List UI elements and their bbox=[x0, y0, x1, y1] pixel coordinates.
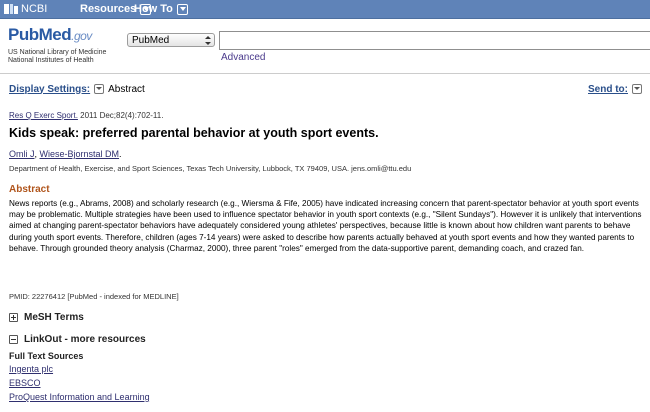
journal-link[interactable]: Res Q Exerc Sport. bbox=[9, 111, 78, 120]
library-line-2: National Institutes of Health bbox=[8, 57, 94, 64]
abstract-heading: Abstract bbox=[9, 184, 50, 195]
display-format-value: Abstract bbox=[108, 83, 145, 95]
abstract-text: News reports (e.g., Abrams, 2008) and scholarly research (e.g., Wiersma & Fife, 2005) have indicated increasing concern that parent-spectator behavior at youth sport events may be problematic. Multiple strategies have been used to influence spectator behavior in youth sport contexts (e.g., "Silent Sundays"). However it is unlikely that interventions aimed at changing parent-spectator behaviors have adequately considered young athletes' perspectives, because little is known about how children want parents to behave during youth sport events. Therefore, children (ages 7-14 years) were asked to describe how parents actually behaved at youth sport events and how they wanted parents to behave. Through grounded theory analysis (Charmaz, 2000), three parent "roles" emerged from the data-supportive parent, demanding coach, and crazed fan. bbox=[9, 199, 642, 253]
chevron-down-icon[interactable] bbox=[632, 84, 642, 94]
database-select[interactable] bbox=[127, 33, 215, 47]
send-to[interactable] bbox=[588, 83, 642, 95]
author-link[interactable]: Wiese-Bjornstal DM bbox=[39, 149, 120, 159]
full-text-source-link[interactable]: EBSCO bbox=[9, 378, 41, 388]
pubmed-header bbox=[0, 19, 650, 73]
author-list: Omli J, Wiese-Bjornstal DM. bbox=[9, 149, 122, 159]
library-line-1: US National Library of Medicine bbox=[8, 49, 107, 56]
pubmed-logo[interactable] bbox=[8, 25, 108, 73]
search-input[interactable] bbox=[219, 31, 650, 50]
resources-menu-label: Resources bbox=[80, 3, 137, 15]
howto-menu[interactable] bbox=[134, 2, 188, 16]
mesh-terms-label: MeSH Terms bbox=[24, 311, 84, 323]
send-to-label[interactable]: Send to: bbox=[588, 83, 628, 95]
expand-plus-icon bbox=[9, 313, 18, 322]
display-settings-link[interactable]: Display Settings: bbox=[9, 83, 91, 95]
pmid-line: PMID: 22276412 [PubMed - indexed for MEDLINE] bbox=[9, 292, 179, 301]
pubmed-wordmark: PubMed.gov bbox=[8, 25, 92, 44]
advanced-search-link[interactable]: Advanced bbox=[221, 52, 266, 63]
article-title: Kids speak: preferred parental behavior at youth sport events. bbox=[9, 126, 379, 140]
howto-menu-label: How To bbox=[134, 3, 173, 15]
header-divider bbox=[0, 73, 650, 74]
display-settings bbox=[9, 83, 145, 95]
collapse-minus-icon bbox=[9, 335, 18, 344]
affiliation: Department of Health, Exercise, and Sport Sciences, Texas Tech University, Lubbock, TX 79409, USA. jens.omli@ttu.edu bbox=[9, 164, 412, 173]
select-arrows-icon bbox=[205, 36, 211, 45]
full-text-source-link[interactable]: Ingenta plc bbox=[9, 364, 54, 374]
linkout-toggle[interactable] bbox=[9, 333, 146, 345]
chevron-down-icon bbox=[177, 4, 188, 15]
linkout-label: LinkOut - more resources bbox=[24, 333, 146, 345]
full-text-sources-heading: Full Text Sources bbox=[9, 351, 84, 361]
chevron-down-icon[interactable] bbox=[94, 84, 104, 94]
citation-details: 2011 Dec;82(4):702-11. bbox=[77, 111, 164, 120]
database-select-value: PubMed bbox=[132, 35, 170, 46]
ncbi-logo-icon bbox=[4, 3, 18, 15]
citation bbox=[9, 111, 163, 120]
ncbi-top-bar bbox=[0, 0, 650, 19]
ncbi-brand: NCBI bbox=[21, 3, 48, 15]
full-text-source-link[interactable]: ProQuest Information and Learning bbox=[9, 392, 150, 402]
mesh-terms-toggle[interactable] bbox=[9, 311, 84, 323]
ncbi-logo[interactable] bbox=[4, 2, 47, 16]
author-link[interactable]: Omli J bbox=[9, 149, 35, 159]
